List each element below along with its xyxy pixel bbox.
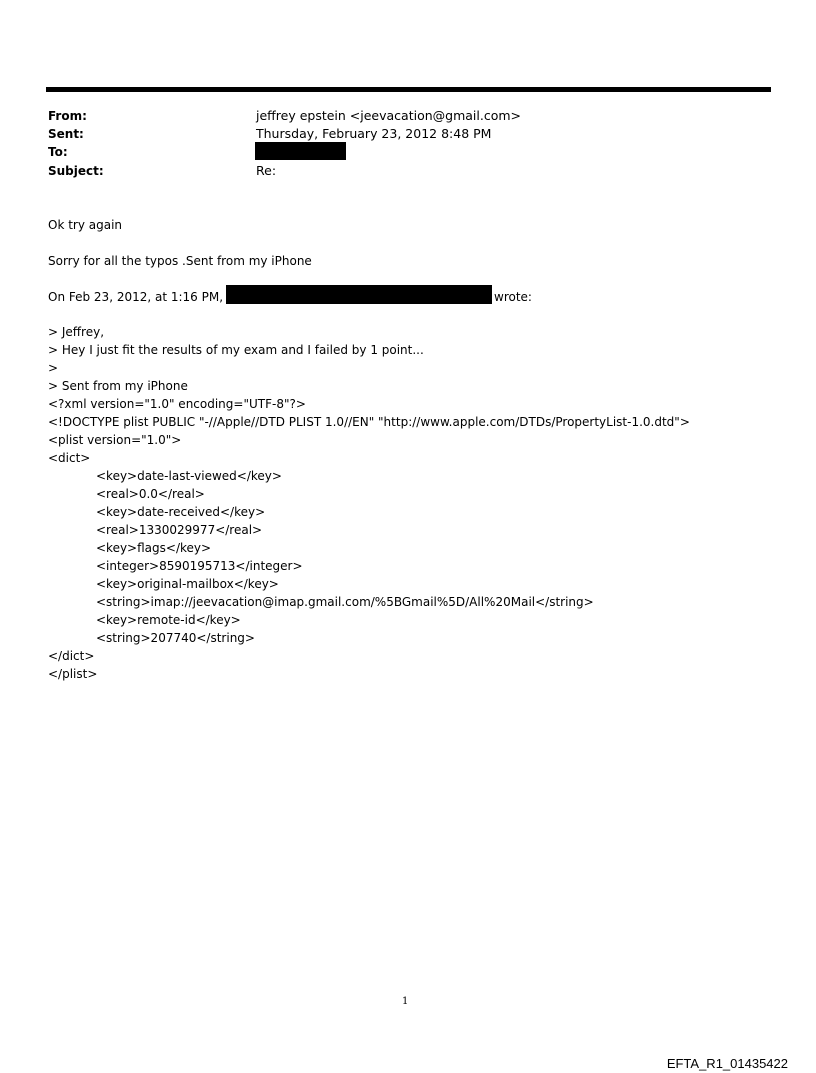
xml-line: <!DOCTYPE plist PUBLIC "-//Apple//DTD PLIST 1.0//EN" "http://www.apple.com/DTDs/PropertyList-1.0.dtd"> [48,415,690,429]
document-id: EFTA_R1_01435422 [666,1056,788,1071]
xml-dict-line: <integer>8590195713</integer> [96,559,303,573]
quoted-line: > Sent from my iPhone [48,379,188,393]
xml-dict-line: <string>imap://jeevacation@imap.gmail.com/%5BGmail%5D/All%20Mail</string> [96,595,594,609]
quote-intro-prefix: On Feb 23, 2012, at 1:16 PM, [48,290,224,304]
from-label: From: [48,109,87,123]
xml-line: <plist version="1.0"> [48,433,182,447]
xml-line: </plist> [48,667,98,681]
xml-line: <dict> [48,451,91,465]
quote-intro-suffix: wrote: [494,290,532,304]
xml-line: </dict> [48,649,95,663]
xml-dict-line: <key>flags</key> [96,541,212,555]
xml-dict-line: <key>original-mailbox</key> [96,577,279,591]
subject-label: Subject: [48,164,104,178]
subject-value: Re: [256,163,277,178]
quoted-line: > Jeffrey, [48,325,105,339]
header-rule [46,87,771,92]
page-number: 1 [402,996,409,1007]
body-line-2: Sorry for all the typos .Sent from my iPhone [48,254,312,268]
sender-redaction-box [226,285,492,304]
xml-dict-line: <key>date-received</key> [96,505,266,519]
sent-label: Sent: [48,127,84,141]
xml-dict-line: <string>207740</string> [96,631,255,645]
sent-value: Thursday, February 23, 2012 8:48 PM [256,126,492,141]
xml-dict-line: <real>1330029977</real> [96,523,263,537]
body-line-1: Ok try again [48,218,123,232]
quoted-line: > [48,361,59,375]
from-value: jeffrey epstein <jeevacation@gmail.com> [256,108,522,123]
xml-dict-line: <real>0.0</real> [96,487,205,501]
xml-dict-line: <key>date-last-viewed</key> [96,469,282,483]
to-redaction-box [255,142,346,160]
to-label: To: [48,145,68,159]
quoted-line: > Hey I just fit the results of my exam and I failed by 1 point... [48,343,424,357]
xml-line: <?xml version="1.0" encoding="UTF-8"?> [48,397,306,411]
xml-dict-line: <key>remote-id</key> [96,613,241,627]
